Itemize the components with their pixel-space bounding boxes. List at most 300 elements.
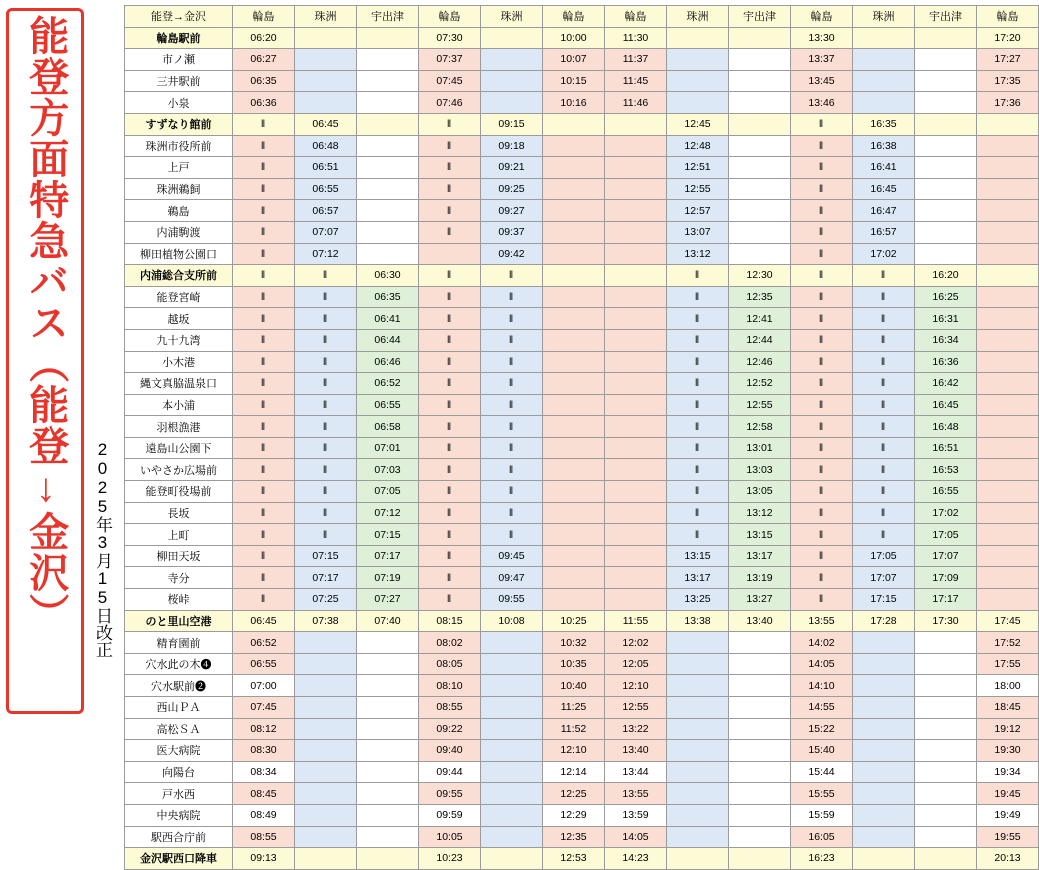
header-cell-destination-9: 宇出津 bbox=[729, 6, 791, 28]
departure-time-cell bbox=[977, 589, 1039, 611]
departure-time-cell bbox=[977, 567, 1039, 589]
departure-time-cell bbox=[543, 329, 605, 351]
departure-time-cell: 16:41 bbox=[853, 157, 915, 179]
departure-time-cell bbox=[853, 761, 915, 783]
departure-time-cell: ‖ bbox=[791, 589, 853, 611]
table-row bbox=[125, 394, 1039, 416]
departure-time-cell: 06:45 bbox=[295, 113, 357, 135]
departure-time-cell bbox=[915, 697, 977, 719]
departure-time-cell bbox=[915, 632, 977, 654]
departure-time-cell: 11:45 bbox=[605, 70, 667, 92]
departure-time-cell: ‖ bbox=[481, 459, 543, 481]
departure-time-cell bbox=[915, 675, 977, 697]
departure-time-cell bbox=[915, 783, 977, 805]
departure-time-cell: 08:45 bbox=[233, 783, 295, 805]
departure-time-cell: 12:10 bbox=[605, 675, 667, 697]
departure-time-cell: ‖ bbox=[853, 394, 915, 416]
departure-time-cell: 12:58 bbox=[729, 416, 791, 438]
departure-time-cell: 12:55 bbox=[667, 178, 729, 200]
departure-time-cell: 19:34 bbox=[977, 761, 1039, 783]
departure-time-cell bbox=[605, 459, 667, 481]
departure-time-cell bbox=[667, 697, 729, 719]
departure-time-cell: 12:51 bbox=[667, 157, 729, 179]
departure-time-cell: ‖ bbox=[481, 308, 543, 330]
departure-time-cell bbox=[667, 675, 729, 697]
departure-time-cell: 13:40 bbox=[605, 740, 667, 762]
departure-time-cell: ‖ bbox=[419, 286, 481, 308]
departure-time-cell: 12:35 bbox=[543, 826, 605, 848]
departure-time-cell: 06:52 bbox=[233, 632, 295, 654]
departure-time-cell bbox=[915, 653, 977, 675]
departure-time-cell bbox=[357, 157, 419, 179]
departure-time-cell bbox=[357, 826, 419, 848]
departure-time-cell: 07:07 bbox=[295, 221, 357, 243]
departure-time-cell: 17:52 bbox=[977, 632, 1039, 654]
departure-time-cell bbox=[295, 675, 357, 697]
departure-time-cell bbox=[357, 113, 419, 135]
departure-time-cell: 13:15 bbox=[729, 524, 791, 546]
departure-time-cell: 09:45 bbox=[481, 545, 543, 567]
departure-time-cell: ‖ bbox=[481, 394, 543, 416]
departure-time-cell: ‖ bbox=[481, 286, 543, 308]
table-row bbox=[125, 632, 1039, 654]
departure-time-cell: 12:41 bbox=[729, 308, 791, 330]
departure-time-cell bbox=[667, 826, 729, 848]
departure-time-cell bbox=[915, 200, 977, 222]
departure-time-cell bbox=[357, 70, 419, 92]
departure-time-cell bbox=[667, 653, 729, 675]
departure-time-cell bbox=[977, 459, 1039, 481]
departure-time-cell: 18:45 bbox=[977, 697, 1039, 719]
departure-time-cell bbox=[357, 675, 419, 697]
departure-time-cell bbox=[977, 286, 1039, 308]
stop-name-cell: 縄文真脇温泉口 bbox=[125, 373, 233, 395]
departure-time-cell: ‖ bbox=[419, 416, 481, 438]
departure-time-cell bbox=[357, 783, 419, 805]
departure-time-cell: 13:30 bbox=[791, 27, 853, 49]
departure-time-cell bbox=[543, 589, 605, 611]
departure-time-cell: ‖ bbox=[791, 567, 853, 589]
stop-name-cell: 穴水駅前❷ bbox=[125, 675, 233, 697]
departure-time-cell bbox=[605, 265, 667, 287]
departure-time-cell: 16:36 bbox=[915, 351, 977, 373]
table-row bbox=[125, 826, 1039, 848]
departure-time-cell: ‖ bbox=[481, 351, 543, 373]
departure-time-cell bbox=[977, 502, 1039, 524]
table-row bbox=[125, 178, 1039, 200]
departure-time-cell: ‖ bbox=[233, 286, 295, 308]
departure-time-cell: ‖ bbox=[481, 416, 543, 438]
departure-time-cell bbox=[977, 416, 1039, 438]
departure-time-cell: ‖ bbox=[481, 437, 543, 459]
departure-time-cell: 09:55 bbox=[419, 783, 481, 805]
departure-time-cell: ‖ bbox=[233, 135, 295, 157]
stop-name-cell: 内浦総合支所前 bbox=[125, 265, 233, 287]
departure-time-cell: 07:30 bbox=[419, 27, 481, 49]
departure-time-cell bbox=[605, 200, 667, 222]
departure-time-cell bbox=[543, 308, 605, 330]
departure-time-cell: 13:44 bbox=[605, 761, 667, 783]
stop-name-cell: 能登町役場前 bbox=[125, 481, 233, 503]
departure-time-cell bbox=[729, 761, 791, 783]
departure-time-cell bbox=[977, 243, 1039, 265]
departure-time-cell: 06:55 bbox=[295, 178, 357, 200]
departure-time-cell: ‖ bbox=[233, 394, 295, 416]
departure-time-cell bbox=[357, 92, 419, 114]
departure-time-cell: 15:22 bbox=[791, 718, 853, 740]
departure-time-cell: 07:00 bbox=[233, 675, 295, 697]
departure-time-cell: 06:20 bbox=[233, 27, 295, 49]
table-row bbox=[125, 653, 1039, 675]
departure-time-cell bbox=[481, 804, 543, 826]
table-row bbox=[125, 567, 1039, 589]
departure-time-cell bbox=[915, 826, 977, 848]
departure-time-cell: 12:02 bbox=[605, 632, 667, 654]
departure-time-cell: 10:08 bbox=[481, 610, 543, 632]
departure-time-cell: 07:17 bbox=[357, 545, 419, 567]
departure-time-cell: 10:07 bbox=[543, 49, 605, 71]
departure-time-cell: 09:40 bbox=[419, 740, 481, 762]
departure-time-cell: 06:27 bbox=[233, 49, 295, 71]
departure-time-cell: ‖ bbox=[419, 200, 481, 222]
departure-time-cell bbox=[605, 545, 667, 567]
departure-time-cell: 12:30 bbox=[729, 265, 791, 287]
departure-time-cell: ‖ bbox=[667, 308, 729, 330]
departure-time-cell: 06:45 bbox=[233, 610, 295, 632]
departure-time-cell: 16:05 bbox=[791, 826, 853, 848]
departure-time-cell: 16:25 bbox=[915, 286, 977, 308]
departure-time-cell bbox=[357, 653, 419, 675]
departure-time-cell: ‖ bbox=[481, 481, 543, 503]
stop-name-cell: 能登宮崎 bbox=[125, 286, 233, 308]
departure-time-cell: 14:55 bbox=[791, 697, 853, 719]
departure-time-cell bbox=[357, 200, 419, 222]
departure-time-cell bbox=[977, 329, 1039, 351]
departure-time-cell bbox=[853, 783, 915, 805]
departure-time-cell: 08:02 bbox=[419, 632, 481, 654]
departure-time-cell: ‖ bbox=[791, 200, 853, 222]
departure-time-cell: 09:55 bbox=[481, 589, 543, 611]
departure-time-cell bbox=[977, 524, 1039, 546]
departure-time-cell: ‖ bbox=[791, 437, 853, 459]
departure-time-cell: 19:12 bbox=[977, 718, 1039, 740]
stop-name-cell: 珠洲鵜飼 bbox=[125, 178, 233, 200]
departure-time-cell bbox=[605, 502, 667, 524]
table-row bbox=[125, 697, 1039, 719]
departure-time-cell: ‖ bbox=[233, 265, 295, 287]
departure-time-cell bbox=[605, 178, 667, 200]
stop-name-cell: 上戸 bbox=[125, 157, 233, 179]
stop-name-cell: 精育園前 bbox=[125, 632, 233, 654]
departure-time-cell bbox=[481, 653, 543, 675]
stop-name-cell: 桜峠 bbox=[125, 589, 233, 611]
departure-time-cell: ‖ bbox=[233, 200, 295, 222]
header-cell-direction: 能登→金沢 bbox=[125, 6, 233, 28]
departure-time-cell: 09:22 bbox=[419, 718, 481, 740]
stop-name-cell: 向陽台 bbox=[125, 761, 233, 783]
departure-time-cell: 06:35 bbox=[233, 70, 295, 92]
departure-time-cell bbox=[915, 804, 977, 826]
stop-name-cell: 小泉 bbox=[125, 92, 233, 114]
departure-time-cell: 11:46 bbox=[605, 92, 667, 114]
departure-time-cell: ‖ bbox=[419, 265, 481, 287]
departure-time-cell bbox=[543, 157, 605, 179]
departure-time-cell bbox=[853, 92, 915, 114]
departure-time-cell bbox=[481, 675, 543, 697]
departure-time-cell: ‖ bbox=[295, 437, 357, 459]
departure-time-cell: 07:25 bbox=[295, 589, 357, 611]
departure-time-cell: ‖ bbox=[791, 265, 853, 287]
departure-time-cell bbox=[357, 848, 419, 870]
departure-time-cell bbox=[667, 804, 729, 826]
stop-name-cell: すずなり館前 bbox=[125, 113, 233, 135]
departure-time-cell: 16:20 bbox=[915, 265, 977, 287]
departure-time-cell: ‖ bbox=[791, 502, 853, 524]
departure-time-cell bbox=[915, 178, 977, 200]
departure-time-cell bbox=[915, 221, 977, 243]
departure-time-cell: ‖ bbox=[667, 394, 729, 416]
departure-time-cell: ‖ bbox=[233, 437, 295, 459]
departure-time-cell: ‖ bbox=[295, 329, 357, 351]
departure-time-cell: 07:15 bbox=[357, 524, 419, 546]
header-cell-destination-1: 輪島 bbox=[233, 6, 295, 28]
stop-name-cell: 医大病院 bbox=[125, 740, 233, 762]
departure-time-cell bbox=[729, 632, 791, 654]
timetable bbox=[124, 5, 1039, 870]
departure-time-cell bbox=[295, 740, 357, 762]
departure-time-cell bbox=[853, 27, 915, 49]
stop-name-cell: 柳田天坂 bbox=[125, 545, 233, 567]
departure-time-cell bbox=[543, 243, 605, 265]
departure-time-cell bbox=[977, 373, 1039, 395]
departure-time-cell: 10:25 bbox=[543, 610, 605, 632]
departure-time-cell: ‖ bbox=[791, 394, 853, 416]
departure-time-cell bbox=[729, 200, 791, 222]
departure-time-cell: ‖ bbox=[233, 416, 295, 438]
stop-name-cell: 本小浦 bbox=[125, 394, 233, 416]
header-cell-destination-4: 輪島 bbox=[419, 6, 481, 28]
departure-time-cell bbox=[977, 265, 1039, 287]
departure-time-cell: ‖ bbox=[481, 265, 543, 287]
departure-time-cell: 13:38 bbox=[667, 610, 729, 632]
departure-time-cell: 08:30 bbox=[233, 740, 295, 762]
departure-time-cell bbox=[543, 351, 605, 373]
departure-time-cell bbox=[853, 826, 915, 848]
departure-time-cell: ‖ bbox=[295, 481, 357, 503]
departure-time-cell: ‖ bbox=[481, 373, 543, 395]
departure-time-cell: 07:05 bbox=[357, 481, 419, 503]
departure-time-cell bbox=[667, 740, 729, 762]
stop-name-cell: 中央病院 bbox=[125, 804, 233, 826]
departure-time-cell: ‖ bbox=[295, 416, 357, 438]
departure-time-cell: ‖ bbox=[667, 437, 729, 459]
stop-name-cell: 小木港 bbox=[125, 351, 233, 373]
departure-time-cell: 06:35 bbox=[357, 286, 419, 308]
departure-time-cell: 07:15 bbox=[295, 545, 357, 567]
departure-time-cell: ‖ bbox=[791, 373, 853, 395]
table-row bbox=[125, 329, 1039, 351]
departure-time-cell: ‖ bbox=[295, 265, 357, 287]
stop-name-cell: いやさか広場前 bbox=[125, 459, 233, 481]
departure-time-cell bbox=[729, 783, 791, 805]
header-cell-destination-12: 宇出津 bbox=[915, 6, 977, 28]
departure-time-cell: 12:14 bbox=[543, 761, 605, 783]
departure-time-cell bbox=[915, 718, 977, 740]
departure-time-cell bbox=[729, 740, 791, 762]
departure-time-cell: 09:59 bbox=[419, 804, 481, 826]
departure-time-cell bbox=[419, 243, 481, 265]
departure-time-cell: ‖ bbox=[419, 459, 481, 481]
table-row bbox=[125, 740, 1039, 762]
table-row bbox=[125, 675, 1039, 697]
departure-time-cell: 16:45 bbox=[853, 178, 915, 200]
departure-time-cell bbox=[915, 740, 977, 762]
departure-time-cell bbox=[915, 848, 977, 870]
departure-time-cell: 13:55 bbox=[605, 783, 667, 805]
departure-time-cell bbox=[481, 761, 543, 783]
stop-name-cell: 駅西合庁前 bbox=[125, 826, 233, 848]
departure-time-cell bbox=[481, 49, 543, 71]
departure-time-cell bbox=[481, 740, 543, 762]
stop-name-cell: 穴水此の木❹ bbox=[125, 653, 233, 675]
departure-time-cell: ‖ bbox=[853, 286, 915, 308]
departure-time-cell bbox=[729, 243, 791, 265]
departure-time-cell: ‖ bbox=[233, 459, 295, 481]
departure-time-cell bbox=[543, 481, 605, 503]
departure-time-cell bbox=[481, 92, 543, 114]
departure-time-cell: ‖ bbox=[295, 502, 357, 524]
departure-time-cell bbox=[481, 848, 543, 870]
departure-time-cell bbox=[667, 761, 729, 783]
departure-time-cell: ‖ bbox=[791, 113, 853, 135]
departure-time-cell: 08:12 bbox=[233, 718, 295, 740]
departure-time-cell bbox=[915, 761, 977, 783]
departure-time-cell: 14:10 bbox=[791, 675, 853, 697]
departure-time-cell bbox=[729, 135, 791, 157]
departure-time-cell: 10:35 bbox=[543, 653, 605, 675]
departure-time-cell: 06:52 bbox=[357, 373, 419, 395]
departure-time-cell: 13:05 bbox=[729, 481, 791, 503]
departure-time-cell bbox=[605, 394, 667, 416]
departure-time-cell: 08:05 bbox=[419, 653, 481, 675]
departure-time-cell bbox=[977, 481, 1039, 503]
departure-time-cell: 13:59 bbox=[605, 804, 667, 826]
departure-time-cell: 11:37 bbox=[605, 49, 667, 71]
departure-time-cell bbox=[295, 718, 357, 740]
departure-time-cell: ‖ bbox=[791, 459, 853, 481]
departure-time-cell bbox=[543, 286, 605, 308]
departure-time-cell: 14:02 bbox=[791, 632, 853, 654]
departure-time-cell: 11:25 bbox=[543, 697, 605, 719]
departure-time-cell: 15:59 bbox=[791, 804, 853, 826]
table-row bbox=[125, 524, 1039, 546]
departure-time-cell: 13:45 bbox=[791, 70, 853, 92]
departure-time-cell bbox=[605, 416, 667, 438]
departure-time-cell: 08:15 bbox=[419, 610, 481, 632]
departure-time-cell: 06:55 bbox=[357, 394, 419, 416]
departure-time-cell: ‖ bbox=[419, 394, 481, 416]
departure-time-cell bbox=[481, 826, 543, 848]
departure-time-cell bbox=[729, 848, 791, 870]
departure-time-cell: 12:57 bbox=[667, 200, 729, 222]
stop-name-cell: 越坂 bbox=[125, 308, 233, 330]
departure-time-cell: 09:25 bbox=[481, 178, 543, 200]
departure-time-cell: 17:07 bbox=[853, 567, 915, 589]
table-row bbox=[125, 113, 1039, 135]
departure-time-cell bbox=[481, 632, 543, 654]
stop-name-cell: 内浦駒渡 bbox=[125, 221, 233, 243]
departure-time-cell bbox=[977, 113, 1039, 135]
departure-time-cell: ‖ bbox=[295, 351, 357, 373]
departure-time-cell bbox=[357, 740, 419, 762]
departure-time-cell bbox=[295, 92, 357, 114]
departure-time-cell bbox=[543, 567, 605, 589]
departure-time-cell: ‖ bbox=[667, 459, 729, 481]
table-row bbox=[125, 200, 1039, 222]
departure-time-cell: ‖ bbox=[791, 178, 853, 200]
departure-time-cell: 16:48 bbox=[915, 416, 977, 438]
departure-time-cell: 15:40 bbox=[791, 740, 853, 762]
departure-time-cell: 19:49 bbox=[977, 804, 1039, 826]
departure-time-cell: 16:47 bbox=[853, 200, 915, 222]
departure-time-cell: 06:51 bbox=[295, 157, 357, 179]
departure-time-cell bbox=[605, 329, 667, 351]
stop-name-cell: 高松ＳＡ bbox=[125, 718, 233, 740]
header-cell-destination-3: 宇出津 bbox=[357, 6, 419, 28]
header-cell-destination-2: 珠洲 bbox=[295, 6, 357, 28]
table-row bbox=[125, 804, 1039, 826]
departure-time-cell bbox=[915, 70, 977, 92]
departure-time-cell: ‖ bbox=[233, 243, 295, 265]
departure-time-cell: 14:05 bbox=[605, 826, 667, 848]
departure-time-cell: 06:30 bbox=[357, 265, 419, 287]
departure-time-cell bbox=[605, 481, 667, 503]
departure-time-cell bbox=[357, 221, 419, 243]
departure-time-cell: ‖ bbox=[419, 524, 481, 546]
departure-time-cell bbox=[605, 351, 667, 373]
departure-time-cell bbox=[977, 221, 1039, 243]
departure-time-cell: 13:15 bbox=[667, 545, 729, 567]
departure-time-cell bbox=[915, 92, 977, 114]
departure-time-cell: ‖ bbox=[233, 524, 295, 546]
departure-time-cell: ‖ bbox=[419, 351, 481, 373]
stop-name-cell: 市ノ瀬 bbox=[125, 49, 233, 71]
header-cell-destination-5: 珠洲 bbox=[481, 6, 543, 28]
departure-time-cell bbox=[295, 783, 357, 805]
departure-time-cell: 19:45 bbox=[977, 783, 1039, 805]
departure-time-cell: 06:41 bbox=[357, 308, 419, 330]
departure-time-cell: ‖ bbox=[419, 113, 481, 135]
table-row bbox=[125, 286, 1039, 308]
departure-time-cell bbox=[357, 135, 419, 157]
departure-time-cell: ‖ bbox=[791, 416, 853, 438]
departure-time-cell bbox=[295, 70, 357, 92]
departure-time-cell: 17:17 bbox=[915, 589, 977, 611]
departure-time-cell bbox=[729, 70, 791, 92]
departure-time-cell bbox=[977, 437, 1039, 459]
departure-time-cell bbox=[605, 567, 667, 589]
departure-time-cell bbox=[729, 27, 791, 49]
departure-time-cell: 16:31 bbox=[915, 308, 977, 330]
departure-time-cell bbox=[543, 502, 605, 524]
departure-time-cell bbox=[295, 848, 357, 870]
stop-name-cell: 上町 bbox=[125, 524, 233, 546]
departure-time-cell: 09:15 bbox=[481, 113, 543, 135]
departure-time-cell bbox=[543, 200, 605, 222]
timetable-body bbox=[125, 27, 1039, 869]
departure-time-cell bbox=[729, 157, 791, 179]
departure-time-cell: 09:18 bbox=[481, 135, 543, 157]
